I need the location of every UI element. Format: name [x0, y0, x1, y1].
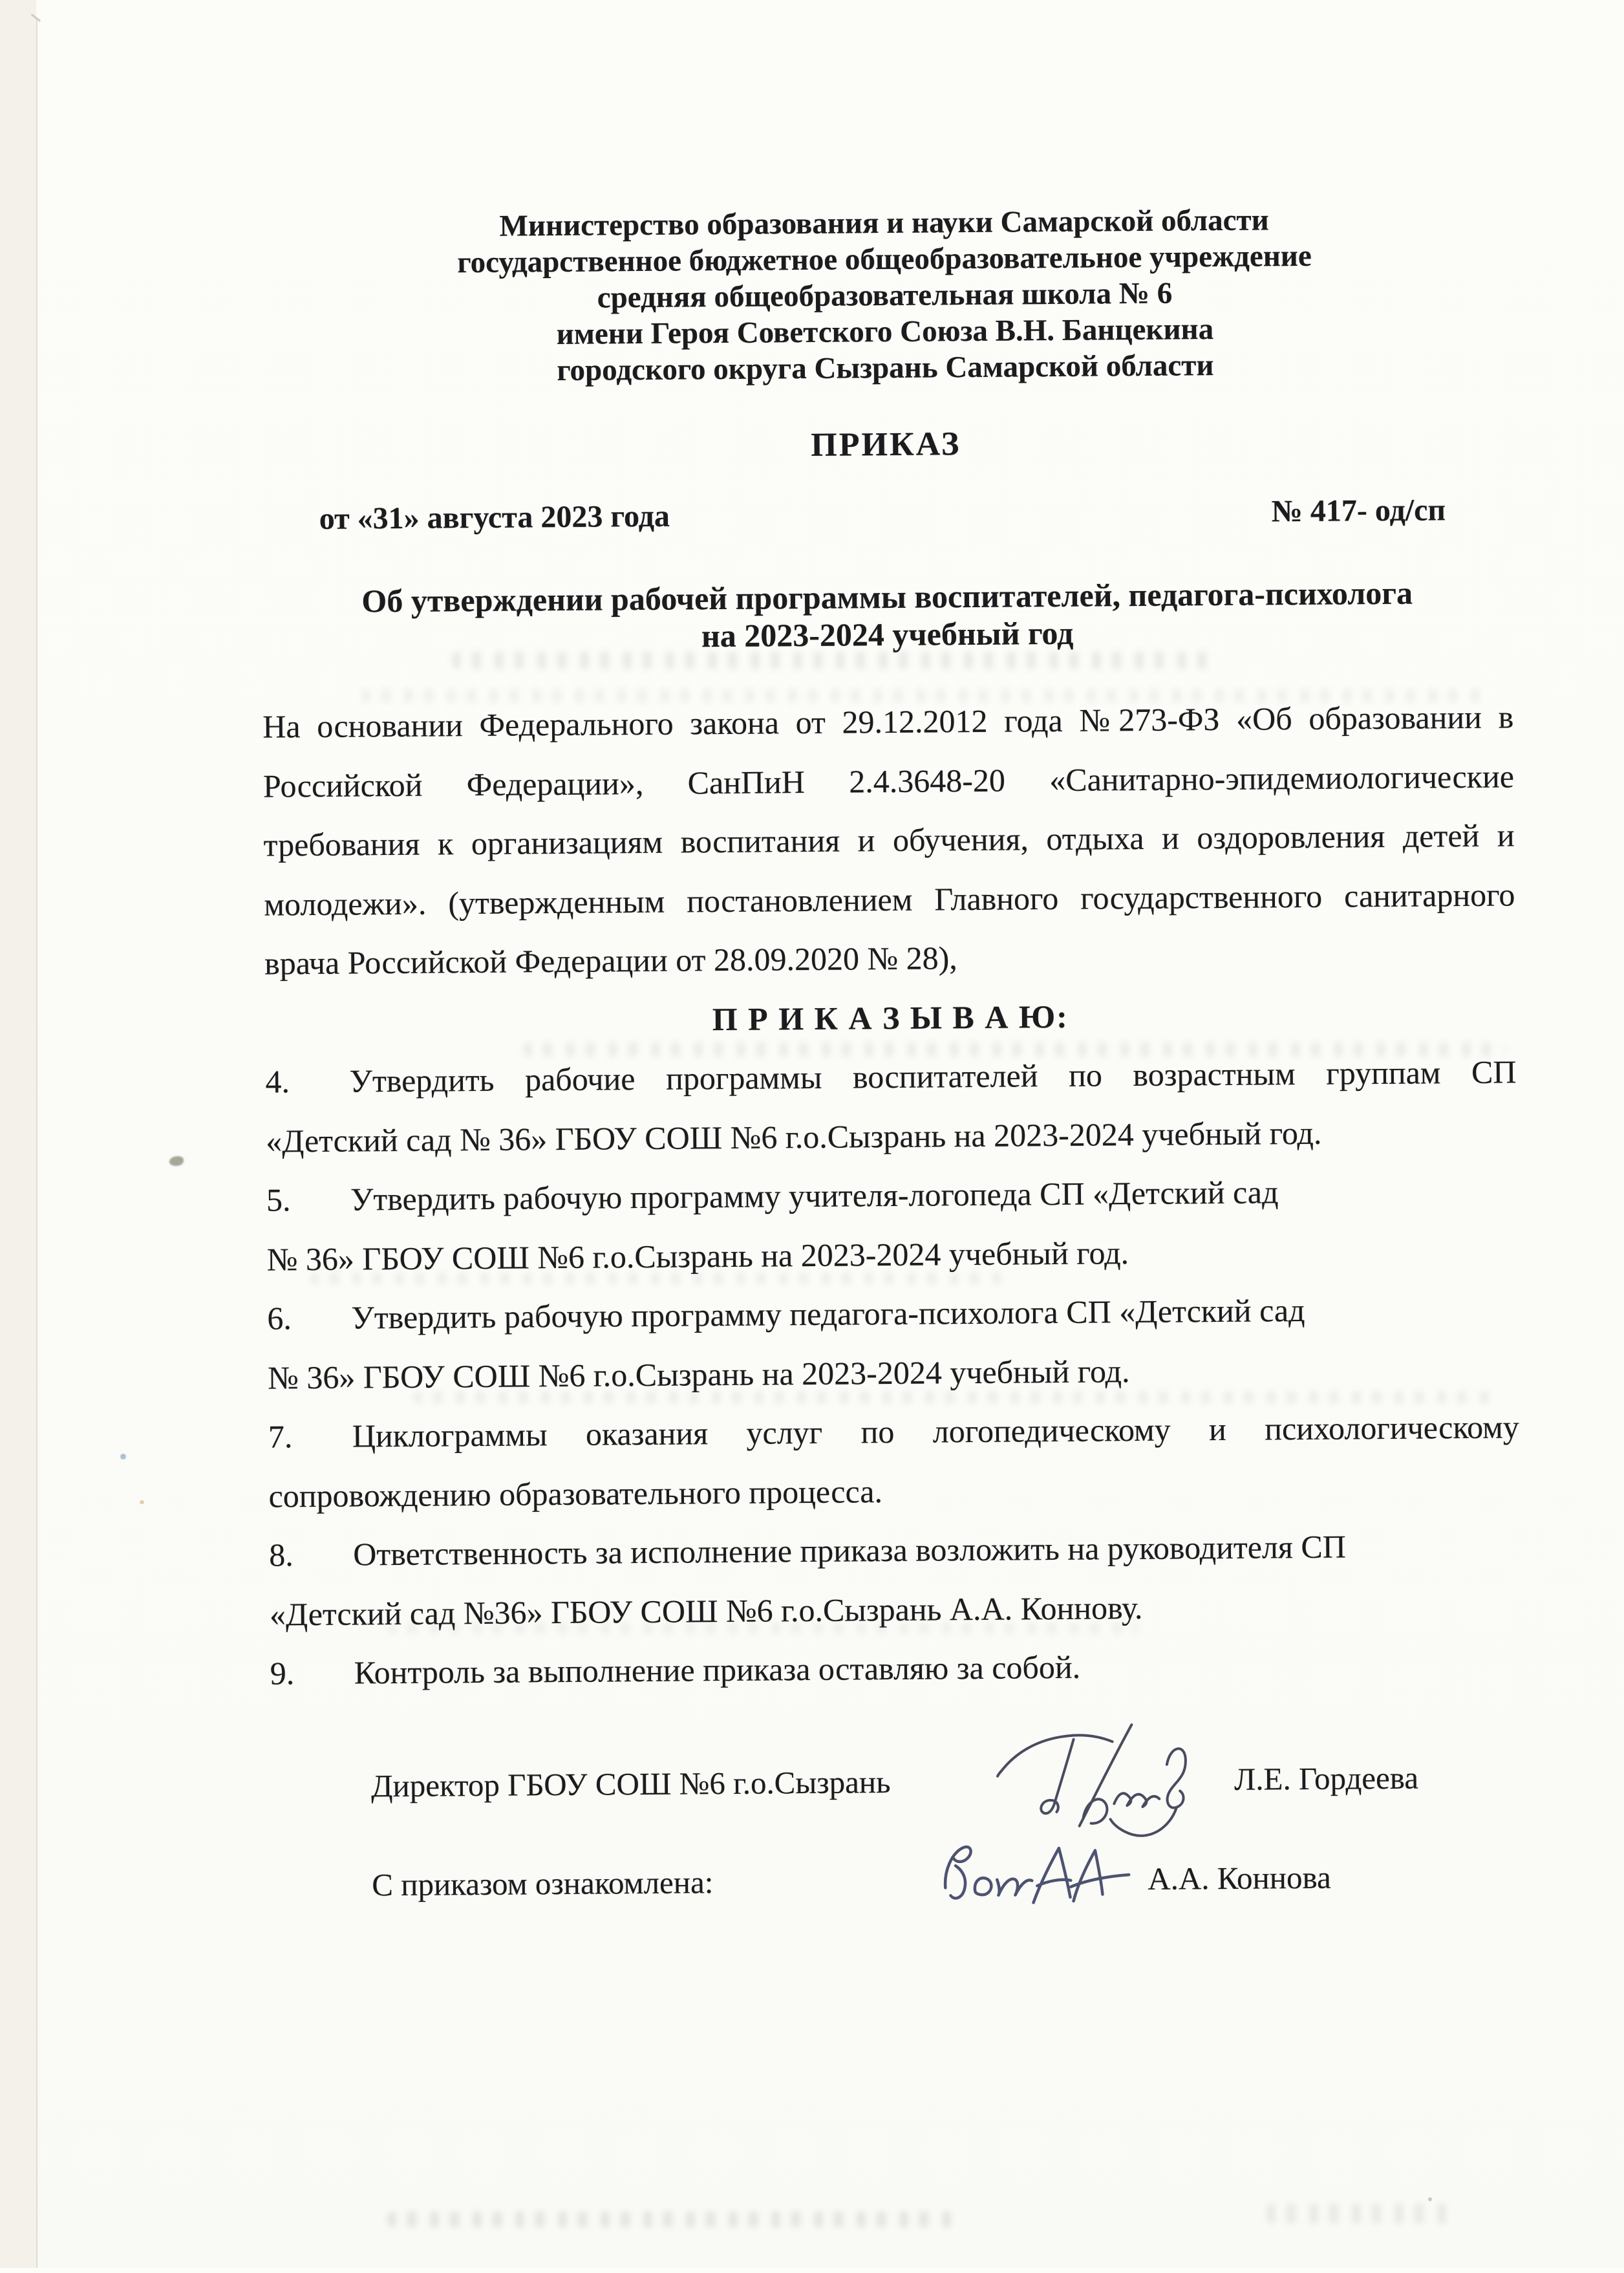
- preamble-line: молодежи». (утвержденным постановлением Главного государственного санитарного: [264, 876, 1515, 923]
- familiarized-label: С приказом ознакомлена:: [372, 1864, 714, 1903]
- subject-line: на 2023-2024 учебный год: [701, 614, 1074, 654]
- order-item-6-line-1: [267, 1279, 1519, 1348]
- date-number-row: [261, 491, 1512, 543]
- item-number: 6.: [267, 1300, 292, 1337]
- paper-speck: [120, 1454, 126, 1460]
- item-text: Утвердить рабочую программу педагога-психолога СП «Детский сад: [351, 1291, 1305, 1336]
- order-item-8-line-1: [269, 1516, 1521, 1585]
- subject-line: Об утверждении рабочей программы воспитателей, педагога-психолога: [361, 574, 1413, 619]
- scan-edge-line: [36, 19, 37, 2268]
- order-item-4-line-1: [265, 1042, 1517, 1112]
- order-item-9-line-1: [270, 1634, 1521, 1703]
- item-number: 4.: [265, 1063, 290, 1100]
- order-item-7-line-1: [268, 1397, 1519, 1467]
- item-number: 7.: [268, 1418, 293, 1455]
- order-body: [262, 687, 1521, 1703]
- letterhead: [259, 200, 1511, 391]
- familiarized-handwritten-signature: [932, 1823, 1140, 1919]
- familiarization-row: [272, 1857, 1522, 1907]
- page-left-edge-strip: [0, 0, 36, 2268]
- item-text: Утвердить рабочие программы воспитателей по возрастным группам СП: [349, 1053, 1517, 1099]
- letterhead-line-city: городского округа Сызрань Самарской области: [557, 349, 1214, 388]
- item-text: Контроль за выполнение приказа оставляю за собой.: [354, 1648, 1081, 1691]
- item-text: Циклограммы оказания услуг по логопедическому и психологическому: [352, 1408, 1520, 1454]
- preamble-line: На основании Федерального закона от 29.12.2012 года №273-ФЗ «Об образовании в: [262, 698, 1514, 745]
- order-item-7-line-2: сопровождению образовательного процесса.: [268, 1472, 883, 1514]
- director-signature-label: Директор ГБОУ СОШ №6 г.о.Сызрань: [370, 1764, 891, 1804]
- preamble-line: Российской Федерации», СанПиН 2.4.3648-20 «Санитарно-эпидемиологические: [262, 757, 1515, 804]
- letterhead-line-institution: государственное бюджетное общеобразовательное учреждение: [457, 239, 1312, 280]
- order-item-5-line-2: № 36» ГБОУ СОШ №6 г.о.Сызрань на 2023-2024 учебный год.: [266, 1234, 1129, 1278]
- letterhead-line-ministry: Министерство образования и науки Самарской области: [499, 203, 1269, 243]
- order-item-8-line-2: «Детский сад №36» ГБОУ СОШ №6 г.о.Сызрань А.А. Коннову.: [269, 1589, 1143, 1633]
- letterhead-line-named-after: имени Героя Советского Союза В.Н. Банцекина: [556, 312, 1214, 352]
- order-date: от «31» августа 2023 года: [319, 499, 670, 536]
- familiarized-name: А.А. Коннова: [1148, 1859, 1331, 1897]
- item-number: 5.: [266, 1181, 291, 1218]
- director-signature-name: Л.Е. Гордеева: [1234, 1760, 1419, 1797]
- resolution-heading: П Р И К А З Ы В А Ю:: [712, 998, 1069, 1037]
- director-signature-row: [271, 1758, 1522, 1808]
- order-item-6-line-2: № 36» ГБОУ СОШ №6 г.о.Сызрань на 2023-2024 учебный год.: [267, 1352, 1130, 1396]
- preamble-line: требования к организациям воспитания и обучения, отдыха и оздоровления детей и: [263, 817, 1515, 863]
- order-item-5-line-1: [266, 1161, 1518, 1230]
- order-item-4-line-2: «Детский сад № 36» ГБОУ СОШ №6 г.о.Сызрань на 2023-2024 учебный год.: [266, 1114, 1322, 1159]
- order-title: ПРИКАЗ: [811, 426, 961, 464]
- item-text: Утвердить рабочую программу учителя-логопеда СП «Детский сад: [350, 1174, 1279, 1218]
- item-text: Ответственность за исполнение приказа возложить на руководителя СП: [353, 1528, 1347, 1573]
- preamble-line: врача Российской Федерации от 28.09.2020 № 28),: [264, 940, 958, 982]
- item-number: 8.: [269, 1536, 294, 1573]
- letterhead-line-school: средняя общеобразовательная школа № 6: [597, 276, 1173, 315]
- order-number: № 417- од/сп: [1271, 493, 1446, 529]
- order-document: [257, 0, 1525, 2273]
- order-subject: [261, 573, 1513, 658]
- item-number: 9.: [270, 1655, 295, 1692]
- paper-speck: [140, 1500, 144, 1504]
- paper-speck: [169, 1156, 184, 1166]
